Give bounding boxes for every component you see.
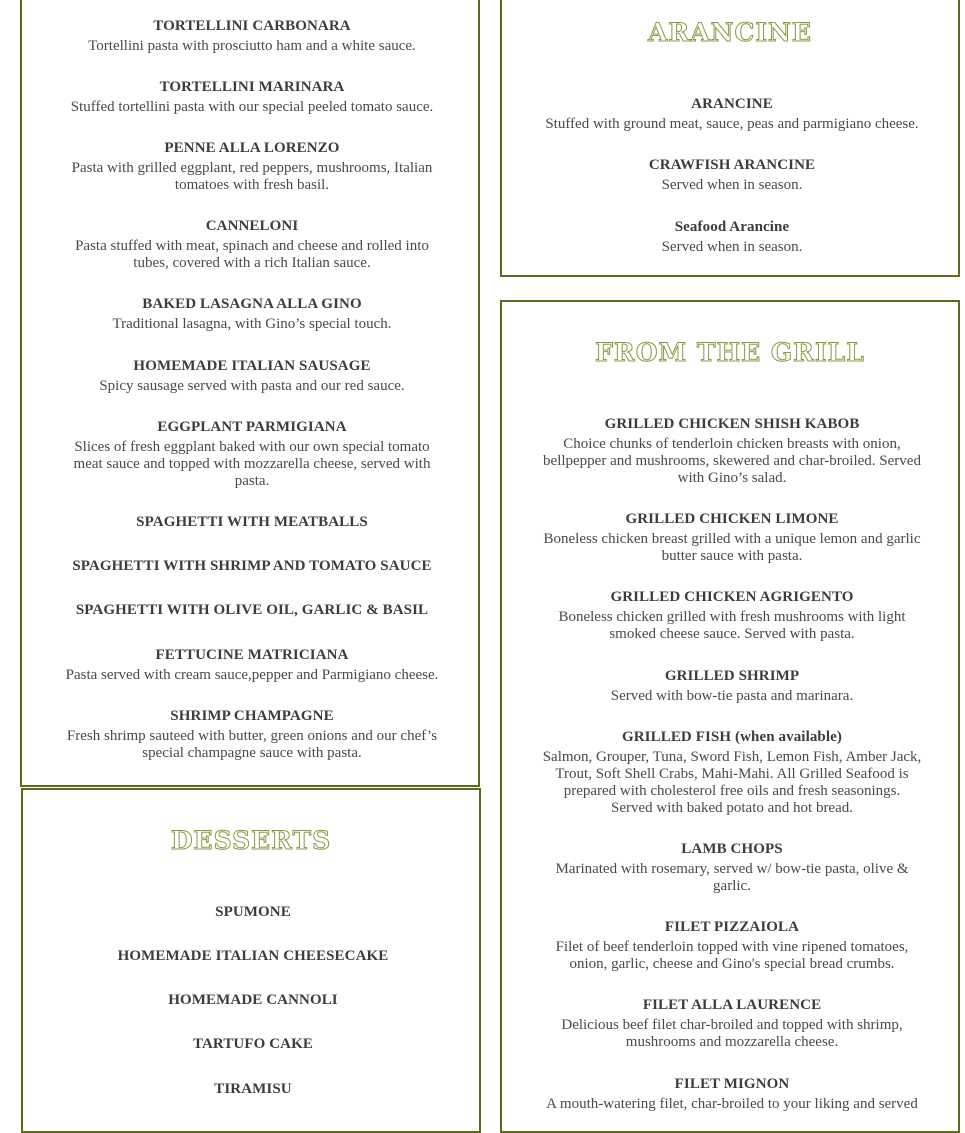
menu-item bbox=[62, 356, 442, 395]
item-description: Filet of beef tenderloin topped with vine ripened tomatoes, onion, garlic, cheese and Gino's special bread crumbs. bbox=[555, 939, 909, 972]
item-name: GRILLED CHICKEN LIMONE bbox=[625, 511, 839, 527]
pasta-section bbox=[20, 0, 480, 787]
item-description: Choice chunks of tenderloin chicken breasts with onion, bellpepper and mushrooms, skewered and char-broiled. Served with Gino’s salad. bbox=[543, 436, 921, 486]
item-description: Fresh shrimp sauteed with butter, green onions and our chef’s special champagne sauce with pasta. bbox=[66, 728, 438, 761]
item-name: SPUMONE bbox=[215, 904, 291, 920]
menu-item bbox=[62, 138, 442, 194]
menu-item bbox=[62, 706, 442, 762]
item-description: Boneless chicken grilled with fresh mushrooms with light smoked cheese sauce. Served with pasta. bbox=[558, 609, 906, 642]
item-description: Served when in season. bbox=[661, 239, 803, 255]
item-name: TARTUFO CAKE bbox=[193, 1036, 313, 1052]
menu-item bbox=[62, 600, 442, 620]
item-description: Stuffed with ground meat, sauce, peas and parmigiano cheese. bbox=[545, 116, 919, 132]
section-title: DESSERTS bbox=[170, 826, 332, 855]
menu-item bbox=[542, 414, 922, 487]
item-name: FILET MIGNON bbox=[674, 1076, 790, 1092]
menu-item bbox=[62, 294, 442, 333]
item-description: A mouth-watering filet, char-broiled to your liking and served bbox=[546, 1096, 918, 1112]
item-name: SPAGHETTI WITH SHRIMP AND TOMATO SAUCE bbox=[72, 558, 432, 574]
menu-item bbox=[62, 556, 442, 576]
item-description: Boneless chicken breast grilled with a unique lemon and garlic butter sauce with pasta. bbox=[543, 531, 921, 564]
menu-item bbox=[542, 1074, 922, 1113]
item-name: LAMB CHOPS bbox=[681, 841, 783, 857]
item-name: GRILLED SHRIMP bbox=[664, 668, 800, 684]
menu-item bbox=[62, 645, 442, 684]
arancine-section bbox=[500, 0, 960, 277]
menu-item bbox=[62, 16, 442, 55]
menu-item bbox=[62, 216, 442, 272]
menu-item bbox=[542, 155, 922, 194]
item-description: Tortellini pasta with prosciutto ham and a white sauce. bbox=[88, 38, 416, 54]
menu-item bbox=[62, 417, 442, 490]
section-title: ARANCINE bbox=[648, 18, 812, 47]
item-name: ARANCINE bbox=[691, 96, 773, 112]
item-name: TORTELLINI CARBONARA bbox=[153, 18, 351, 34]
item-name: HOMEMADE ITALIAN SAUSAGE bbox=[133, 358, 371, 374]
menu-item bbox=[542, 995, 922, 1051]
menu-item bbox=[542, 94, 922, 133]
item-name: HOMEMADE CANNOLI bbox=[168, 992, 338, 1008]
item-name: SHRIMP CHAMPAGNE bbox=[170, 708, 334, 724]
item-description: Marinated with rosemary, served w/ bow-tie pasta, olive & garlic. bbox=[555, 861, 909, 894]
item-name: EGGPLANT PARMIGIANA bbox=[157, 419, 347, 435]
item-description: Spicy sausage served with pasta and our red sauce. bbox=[99, 378, 405, 394]
menu-item bbox=[542, 839, 922, 895]
menu-item bbox=[542, 509, 922, 565]
item-description: Pasta served with cream sauce,pepper and Parmigiano cheese. bbox=[65, 667, 439, 683]
item-name: SPAGHETTI WITH MEATBALLS bbox=[136, 514, 368, 530]
menu-item bbox=[63, 990, 443, 1010]
menu-item bbox=[542, 727, 922, 817]
menu-item bbox=[542, 917, 922, 973]
item-name: GRILLED CHICKEN AGRIGENTO bbox=[610, 589, 854, 605]
item-description: Served when in season. bbox=[661, 177, 803, 193]
item-name: CRAWFISH ARANCINE bbox=[648, 157, 816, 173]
item-name: HOMEMADE ITALIAN CHEESECAKE bbox=[117, 948, 389, 964]
menu-item bbox=[542, 587, 922, 643]
item-name: PENNE ALLA LORENZO bbox=[164, 140, 340, 156]
item-name: Seafood Arancine bbox=[674, 219, 790, 235]
menu-item bbox=[63, 946, 443, 966]
item-description: Pasta stuffed with meat, spinach and cheese and rolled into tubes, covered with a rich Italian sauce. bbox=[75, 238, 429, 271]
item-description: Traditional lasagna, with Gino’s special touch. bbox=[112, 316, 392, 332]
item-name: CANNELONI bbox=[205, 218, 299, 234]
item-name: TIRAMISU bbox=[214, 1081, 292, 1097]
item-description: Stuffed tortellini pasta with our special peeled tomato sauce. bbox=[70, 99, 434, 115]
menu-item bbox=[63, 1079, 443, 1099]
menu-item bbox=[62, 512, 442, 532]
item-name: SPAGHETTI WITH OLIVE OIL, GARLIC & BASIL bbox=[75, 602, 429, 618]
menu-item bbox=[63, 902, 443, 922]
item-name: FETTUCINE MATRICIANA bbox=[155, 647, 349, 663]
item-name: FILET PIZZAIOLA bbox=[664, 919, 800, 935]
item-name: GRILLED FISH (when available) bbox=[621, 729, 842, 745]
item-description: Slices of fresh eggplant baked with our own special tomato meat sauce and topped with mozzarella cheese, served with pasta. bbox=[73, 439, 431, 489]
menu-item bbox=[542, 666, 922, 705]
menu-item bbox=[62, 77, 442, 116]
item-name: TORTELLINI MARINARA bbox=[159, 79, 345, 95]
item-description: Pasta with grilled eggplant, red peppers, mushrooms, Italian tomatoes with fresh basil. bbox=[71, 160, 433, 193]
item-name: FILET ALLA LAURENCE bbox=[642, 997, 822, 1013]
desserts-section bbox=[21, 788, 481, 1133]
menu-item bbox=[63, 1034, 443, 1054]
item-description: Salmon, Grouper, Tuna, Sword Fish, Lemon Fish, Amber Jack, Trout, Soft Shell Crabs, Mahi-Mahi. All Grilled Seafood is prepared with cholesterol free oils and fresh seasonings. Served with baked potato and hot bread. bbox=[542, 749, 922, 816]
item-name: BAKED LASAGNA ALLA GINO bbox=[142, 296, 362, 312]
item-description: Served with bow-tie pasta and marinara. bbox=[610, 688, 854, 704]
item-description: Delicious beef filet char-broiled and topped with shrimp, mushrooms and mozzarella cheese. bbox=[561, 1017, 903, 1050]
item-name: GRILLED CHICKEN SHISH KABOB bbox=[604, 416, 860, 432]
section-title: FROM THE GRILL bbox=[595, 338, 865, 367]
grill-section bbox=[500, 300, 960, 1133]
menu-item bbox=[542, 217, 922, 256]
